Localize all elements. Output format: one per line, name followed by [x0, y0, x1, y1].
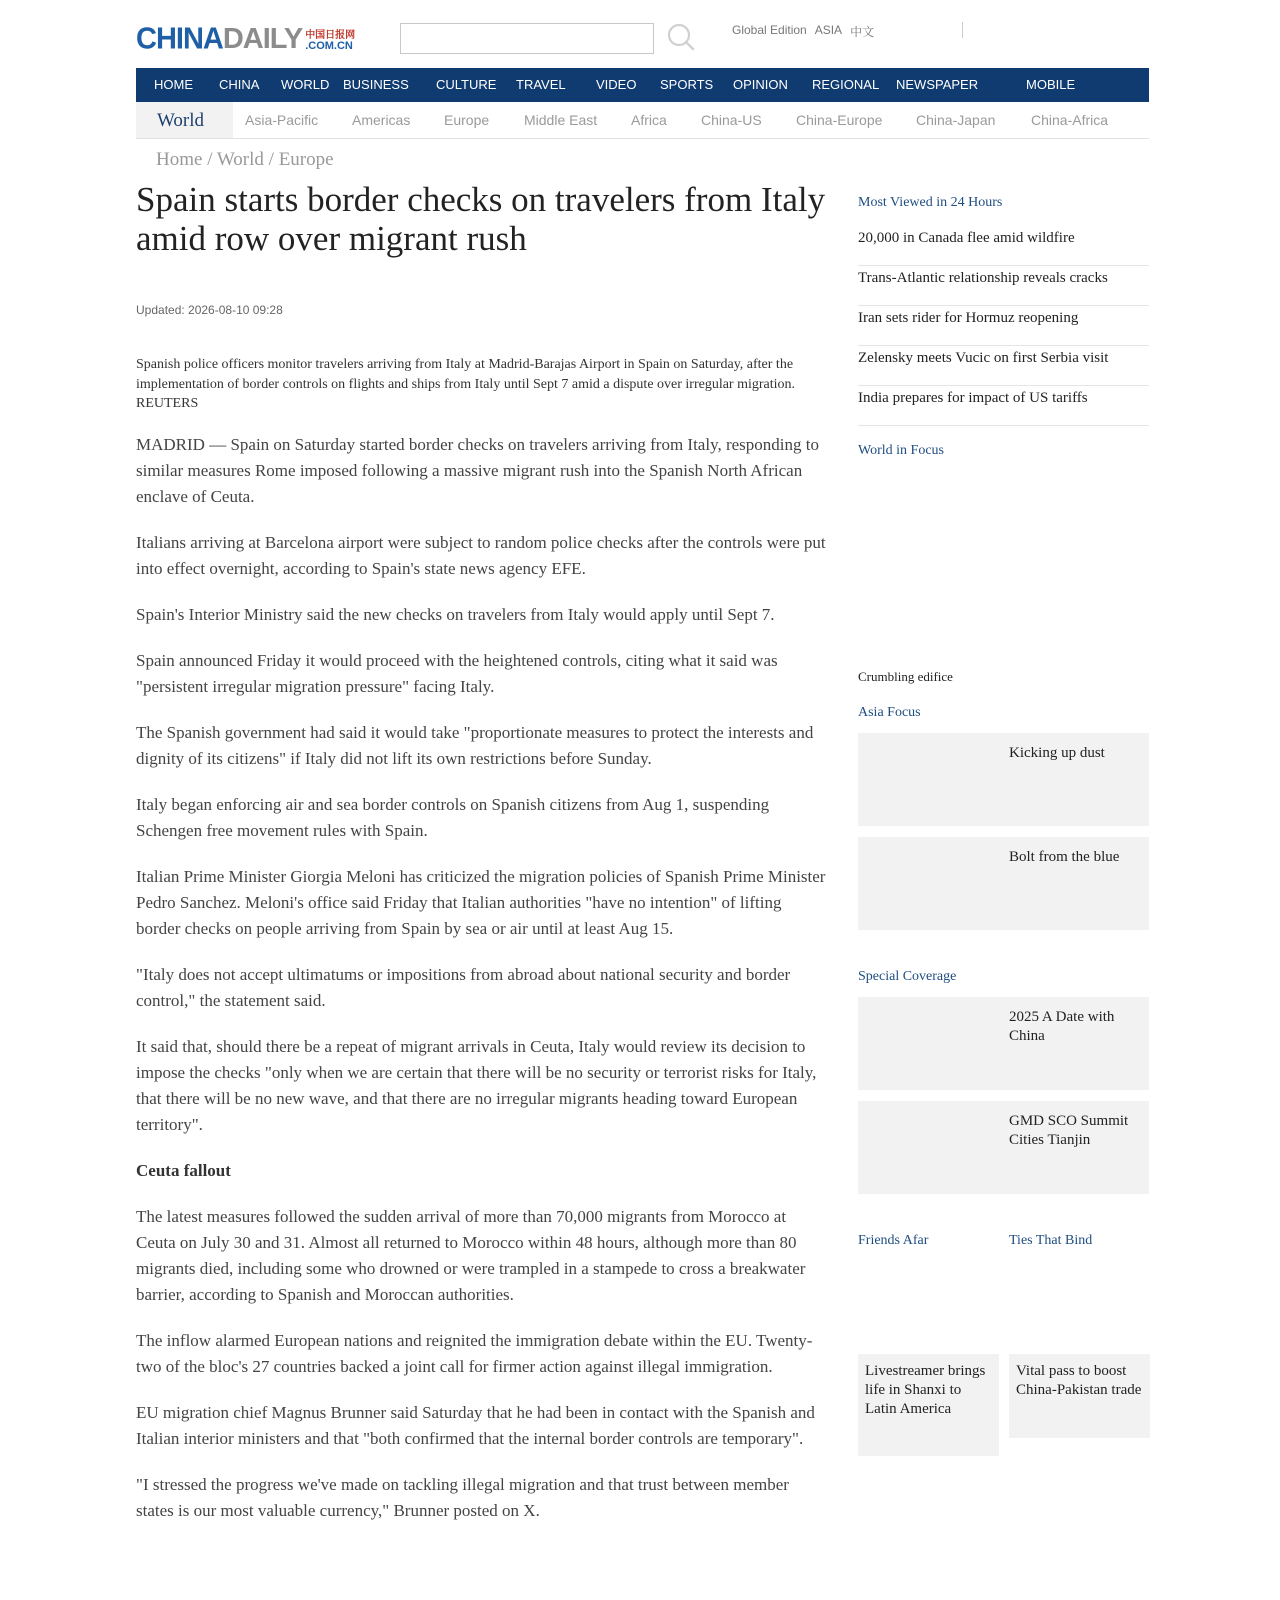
- most-viewed-item[interactable]: Iran sets rider for Hormuz reopening: [858, 306, 1149, 346]
- article-paragraph: The latest measures followed the sudden arrival of more than 70,000 migrants from Morocco at Ceuta on July 30 and 31. Almost all returned to Morocco within 48 hours, although more than 80 migrants died, including some who drowned or were trampled in a stampede to cross a breakwater barrier, according to Spanish and Moroccan authorities.: [136, 1207, 806, 1304]
- subnav-middle-east[interactable]: Middle East: [524, 112, 598, 128]
- asia-focus-title[interactable]: Asia Focus: [858, 705, 921, 720]
- logo-chinese-text: 中国日报网: [305, 30, 356, 41]
- friends-afar-card[interactable]: Livestreamer brings life in Shanxi to Latin America: [858, 1354, 999, 1456]
- asia-focus-card[interactable]: [858, 733, 1149, 826]
- main-nav: [136, 68, 1149, 102]
- subnav-africa[interactable]: Africa: [631, 112, 667, 128]
- logo-domain: [305, 30, 355, 52]
- subnav-asia-pacific[interactable]: Asia-Pacific: [245, 112, 319, 128]
- article-body: [136, 432, 826, 1544]
- most-viewed-item[interactable]: Trans-Atlantic relationship reveals cracks: [858, 266, 1149, 306]
- article-paragraph: The Spanish government had said it would take "proportionate measures to protect the interests and dignity of its citizens" if Italy did not lift its own restrictions before Sunday.: [136, 723, 814, 768]
- asia-focus-card-title: Kicking up dust: [1009, 745, 1105, 761]
- logo-domain-text: .COM.CN: [305, 40, 353, 52]
- subnav-china-japan[interactable]: China-Japan: [916, 112, 996, 128]
- subnav-china-africa[interactable]: China-Africa: [1031, 112, 1109, 128]
- nav-world[interactable]: WORLD: [281, 77, 330, 92]
- special-coverage-card[interactable]: [858, 1101, 1149, 1194]
- nav-newspaper[interactable]: NEWSPAPER: [896, 77, 979, 92]
- nav-regional[interactable]: REGIONAL: [812, 77, 880, 92]
- nav-sports[interactable]: SPORTS: [660, 77, 714, 92]
- nav-culture[interactable]: CULTURE: [436, 77, 497, 92]
- most-viewed-item[interactable]: 20,000 in Canada flee amid wildfire: [858, 226, 1149, 266]
- article-paragraph: Italians arriving at Barcelona airport were subject to random police checks after the controls were put into effect overnight, according to Spain's state news agency EFE.: [136, 533, 826, 578]
- article-headline: Spain starts border checks on travelers from Italy amid row over migrant rush: [136, 180, 826, 258]
- subnav-europe[interactable]: Europe: [444, 112, 490, 128]
- article-paragraph: EU migration chief Magnus Brunner said Saturday that he had been in contact with the Spanish and Italian interior ministers and that "both confirmed that the internal border controls are temporary".: [136, 1403, 815, 1448]
- asia-focus-card[interactable]: [858, 837, 1149, 930]
- nav-home[interactable]: HOME: [154, 77, 193, 92]
- breadcrumb-separator: /: [202, 149, 217, 170]
- subnav-americas[interactable]: Americas: [352, 112, 411, 128]
- ties-that-bind-title[interactable]: Ties That Bind: [1009, 1233, 1093, 1248]
- breadcrumb-world[interactable]: World: [216, 149, 264, 170]
- article-paragraph: Spain announced Friday it would proceed with the heightened controls, citing what it said was "persistent irregular migration pressure" facing Italy.: [136, 651, 778, 696]
- china-daily-logo[interactable]: [136, 24, 355, 54]
- nav-mobile[interactable]: MOBILE: [1026, 77, 1076, 92]
- logo-daily-text: DAILY: [222, 23, 303, 55]
- world-in-focus-label[interactable]: Crumbling edifice: [858, 669, 953, 684]
- breadcrumb-europe[interactable]: Europe: [278, 149, 334, 170]
- most-viewed-item[interactable]: India prepares for impact of US tariffs: [858, 386, 1149, 426]
- most-viewed-item[interactable]: Zelensky meets Vucic on first Serbia visit: [858, 346, 1149, 386]
- article-paragraph: Italian Prime Minister Giorgia Meloni has criticized the migration policies of Spanish Prime Minister Pedro Sanchez. Meloni's office said Friday that Italian authorities "have no intention" of lifting border checks on people arriving from Spain by sea or air until at least Aug 15.: [136, 867, 826, 938]
- edition-asia-link[interactable]: ASIA: [814, 23, 843, 37]
- article-paragraph: Italy began enforcing air and sea border controls on Spanish citizens from Aug 1, suspending Schengen free movement rules with Spain.: [136, 795, 770, 840]
- special-coverage-card-title: GMD SCO Summit Cities Tianjin: [1009, 1113, 1129, 1148]
- subnav-china-europe[interactable]: China-Europe: [796, 112, 883, 128]
- breadcrumb: [156, 149, 334, 171]
- edition-chinese-link[interactable]: 中文: [850, 25, 875, 39]
- search-input[interactable]: [400, 23, 654, 54]
- edition-links: [732, 23, 874, 40]
- ties-that-bind-card[interactable]: Vital pass to boost China-Pakistan trade: [1009, 1354, 1150, 1438]
- article-paragraph: The inflow alarmed European nations and reignited the immigration debate within the EU. Twenty-two of the bloc's 27 countries backed a joint call for firmer action against illegal immigration.: [136, 1331, 813, 1376]
- search-icon[interactable]: [666, 22, 696, 52]
- article-paragraph: MADRID — Spain on Saturday started border checks on travelers arriving from Italy, responding to similar measures Rome imposed following a massive migrant rush into the Spanish North African enclave of Ceuta.: [136, 435, 819, 506]
- article-paragraph: It said that, should there be a repeat of migrant arrivals in Ceuta, Italy would review its decision to impose the checks "only when we are certain that there will be no security or terrorist risks for Italy, that there will be no new wave, and that there are no irregular migrants heading toward European territory".: [136, 1037, 817, 1134]
- subnav-china-us[interactable]: China-US: [701, 112, 762, 128]
- article-updated-time: Updated: 2026-08-10 09:28: [136, 303, 283, 317]
- nav-video[interactable]: VIDEO: [596, 77, 637, 92]
- nav-travel[interactable]: TRAVEL: [516, 77, 566, 92]
- site-header: [136, 18, 1148, 62]
- nav-china[interactable]: CHINA: [219, 77, 260, 92]
- article-paragraph: Spain's Interior Ministry said the new checks on travelers from Italy would apply until Sept 7.: [136, 605, 775, 624]
- article-subheading: Ceuta fallout: [136, 1161, 231, 1180]
- header-divider: [962, 22, 963, 38]
- article-paragraph: "I stressed the progress we've made on tackling illegal migration and that trust between member states is our most valuable currency," Brunner posted on X.: [136, 1475, 789, 1520]
- special-coverage-card[interactable]: [858, 997, 1149, 1090]
- nav-business[interactable]: BUSINESS: [343, 77, 409, 92]
- logo-china-text: CHINA: [136, 22, 223, 56]
- most-viewed-title[interactable]: Most Viewed in 24 Hours: [858, 195, 1003, 210]
- sub-nav: [136, 102, 1149, 139]
- special-coverage-title[interactable]: Special Coverage: [858, 969, 957, 984]
- friends-afar-title[interactable]: Friends Afar: [858, 1233, 929, 1248]
- nav-opinion[interactable]: OPINION: [733, 77, 788, 92]
- subnav-world[interactable]: World: [157, 110, 205, 131]
- article-paragraph: "Italy does not accept ultimatums or impositions from abroad about national security and border control," the statement said.: [136, 965, 791, 1010]
- edition-global-link[interactable]: Global Edition: [732, 23, 807, 37]
- breadcrumb-home[interactable]: Home: [156, 149, 203, 170]
- breadcrumb-separator: /: [263, 149, 279, 170]
- special-coverage-card-title: 2025 A Date with China: [1009, 1009, 1115, 1044]
- asia-focus-card-title: Bolt from the blue: [1009, 849, 1120, 865]
- world-in-focus-title[interactable]: World in Focus: [858, 443, 944, 458]
- most-viewed-list: [858, 226, 1149, 426]
- photo-caption: Spanish police officers monitor travelers arriving from Italy at Madrid-Barajas Airport in Spain on Saturday, after the implementation of border controls on flights and ships from Italy until Sept 7 amid a dispute over irregular migration. REUTERS: [136, 357, 796, 411]
